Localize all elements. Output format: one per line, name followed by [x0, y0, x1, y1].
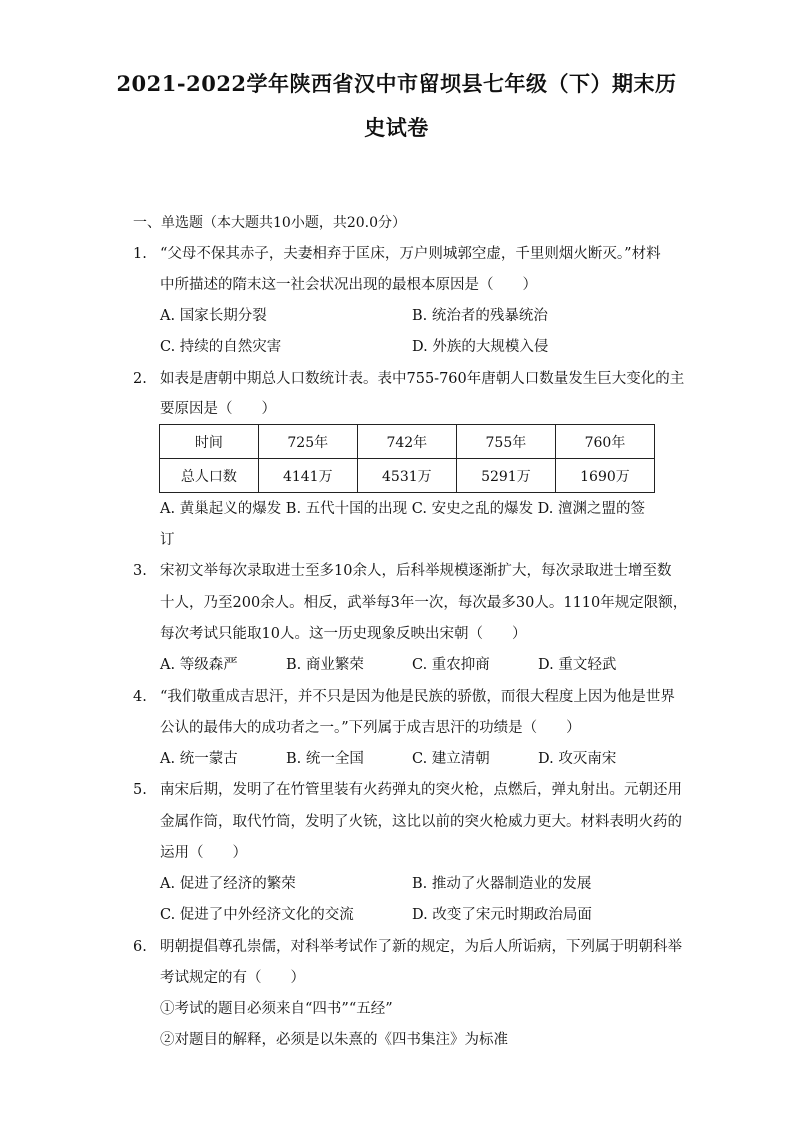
table-cell: 1690万 — [555, 459, 654, 493]
option-a: A. 统一蒙古 — [160, 751, 238, 767]
option-d: D. 改变了宋元时期政治局面 — [412, 907, 592, 923]
option-b: B. 统治者的残暴统治 — [412, 308, 548, 324]
option-b: B. 商业繁荣 — [286, 657, 364, 673]
table-cell: 4141万 — [258, 459, 357, 493]
question-text: 运用（ ） — [160, 845, 247, 861]
question-text: 考试规定的有（ ） — [160, 970, 305, 986]
option-d: D. 攻灭南宋 — [538, 751, 617, 767]
question-number: 4. — [133, 689, 147, 705]
question-text: 宋初文举每次录取进士至多10余人，后科举规模逐渐扩大，每次录取进士增至数 — [160, 563, 672, 579]
table-cell: 742年 — [357, 425, 456, 459]
options-line: A. 黄巢起义的爆发 B. 五代十国的出现 C. 安史之乱的爆发 D. 澶渊之盟的签 — [160, 501, 646, 517]
options-line: 订 — [160, 532, 175, 548]
option-c: C. 建立清朝 — [412, 751, 490, 767]
question-number: 5. — [133, 782, 147, 798]
question-text: 南宋后期，发明了在竹管里装有火药弹丸的突火枪，点燃后，弹丸射出。元朝还用 — [160, 782, 682, 798]
question-text: 如表是唐朝中期总人口数统计表。表中755-760年唐朝人口数量发生巨大变化的主 — [160, 371, 685, 387]
question-text: 中所描述的隋末这一社会状况出现的最根本原因是（ ） — [160, 277, 537, 293]
question-text: 明朝提倡尊孔崇儒，对科举考试作了新的规定，为后人所诟病，下列属于明朝科举 — [160, 939, 682, 955]
option-b: B. 统一全国 — [286, 751, 364, 767]
exam-title-line1: 2021-2022学年陕西省汉中市留坝县七年级（下）期末历 — [116, 71, 677, 96]
question-number: 1. — [133, 246, 147, 262]
option-c: C. 持续的自然灾害 — [160, 339, 282, 355]
table-cell: 5291万 — [456, 459, 555, 493]
option-a: A. 等级森严 — [160, 657, 238, 673]
question-text: 要原因是（ ） — [160, 401, 276, 417]
statement-1: ①考试的题目必须来自“四书”“五经” — [160, 1001, 393, 1017]
population-table — [159, 424, 655, 493]
question-text: 金属作筒，取代竹筒，发明了火铳，这比以前的突火枪威力更大。材料表明火药的 — [160, 814, 682, 830]
option-d: D. 重文轻武 — [538, 657, 617, 673]
question-number: 3. — [133, 563, 147, 579]
table-row — [160, 459, 655, 493]
table-cell: 760年 — [555, 425, 654, 459]
section-heading: 一、单选题（本大题共10小题，共20.0分） — [133, 215, 406, 231]
table-header-row — [160, 425, 655, 459]
table-cell: 总人口数 — [160, 459, 259, 493]
option-a: A. 促进了经济的繁荣 — [160, 876, 296, 892]
question-text: “我们敬重成吉思汗，并不只是因为他是民族的骄傲，而很大程度上因为他是世界 — [160, 689, 675, 705]
exam-title-line2: 史试卷 — [364, 115, 429, 140]
table-cell: 时间 — [160, 425, 259, 459]
question-text: “父母不保其赤子，夫妻相弃于匡床，万户则城郭空虚，千里则烟火断灭。”材料 — [160, 246, 661, 262]
option-a: A. 国家长期分裂 — [160, 308, 267, 324]
option-d: D. 外族的大规模入侵 — [412, 339, 549, 355]
statement-2: ②对题目的解释，必须是以朱熹的《四书集注》为标准 — [160, 1032, 508, 1048]
question-text: 公认的最伟大的成功者之一。”下列属于成吉思汗的功绩是（ ） — [160, 720, 581, 736]
option-c: C. 促进了中外经济文化的交流 — [160, 907, 354, 923]
question-number: 2. — [133, 371, 147, 387]
question-text: 十人，乃至200余人。相反，武举每3年一次，每次最多30人。1110年规定限额， — [160, 595, 688, 611]
table-cell: 755年 — [456, 425, 555, 459]
table-cell: 725年 — [258, 425, 357, 459]
option-b: B. 推动了火器制造业的发展 — [412, 876, 592, 892]
question-text: 每次考试只能取10人。这一历史现象反映出宋朝（ ） — [160, 626, 527, 642]
table-cell: 4531万 — [357, 459, 456, 493]
option-c: C. 重农抑商 — [412, 657, 490, 673]
question-number: 6. — [133, 939, 147, 955]
